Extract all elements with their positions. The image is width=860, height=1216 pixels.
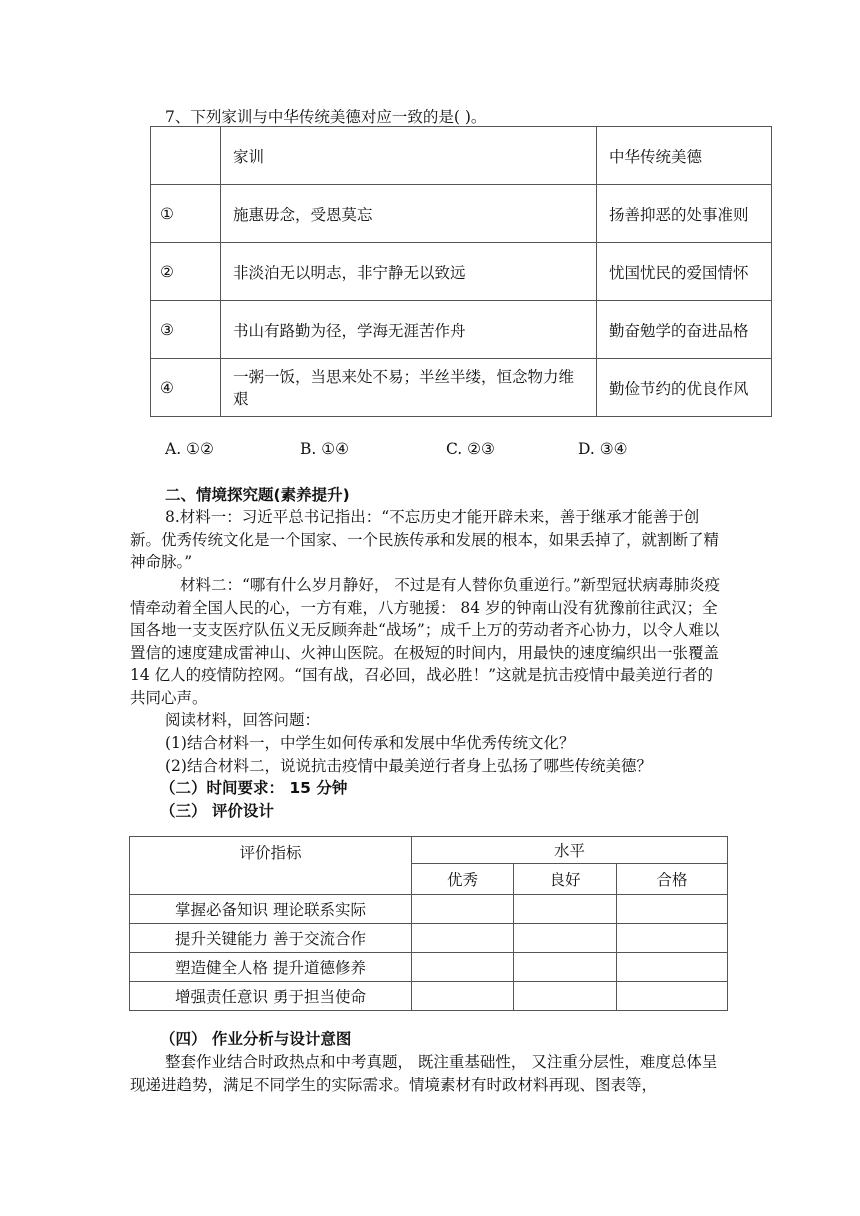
indicator-cell: 提升关键能力 善于交流合作	[130, 924, 412, 953]
blank-cell	[514, 895, 617, 924]
sub-question-1: (1)结合材料一，中学生如何传承和发展中华优秀传统文化？	[165, 734, 575, 752]
level-header: 合格	[617, 864, 728, 895]
table-row	[130, 953, 728, 982]
blank-cell	[412, 982, 514, 1011]
blank-cell	[617, 953, 728, 982]
analysis-paragraph	[130, 1051, 730, 1096]
read-prompt: 阅读材料，回答问题：	[165, 711, 321, 729]
blank-cell	[617, 895, 728, 924]
blank-cell	[617, 982, 728, 1011]
traditional-virtue: 忧国忧民的爱国情怀	[597, 243, 772, 301]
material-1-text: 8.材料一：习近平总书记指出：“不忘历史才能开辟未来，善于继承才能善于创新。优秀传统文化是一个国家、一个民族传承和发展的根本，如果丢掉了，就割断了精神命脉。”	[130, 508, 720, 571]
family-motto: 书山有路勤为径，学海无涯苦作舟	[221, 301, 597, 359]
analysis-heading: （四） 作业分析与设计意图	[160, 1030, 352, 1048]
blank-cell	[412, 924, 514, 953]
table-row	[151, 301, 772, 359]
family-motto: 一粥一饭，当思来处不易；半丝半缕，恒念物力维艰	[221, 359, 597, 417]
time-requirement: （二）时间要求： 15 分钟	[160, 779, 348, 797]
family-motto: 非淡泊无以明志，非宁静无以致远	[221, 243, 597, 301]
row-number: ③	[151, 301, 221, 359]
evaluation-table	[129, 836, 728, 1011]
level-header: 优秀	[412, 864, 514, 895]
option-c: C. ②③	[446, 440, 495, 458]
table-row	[130, 982, 728, 1011]
blank-cell	[412, 953, 514, 982]
sub-question-2: (2)结合材料二，说说抗击疫情中最美逆行者身上弘扬了哪些传统美德？	[165, 757, 652, 775]
traditional-virtue: 勤奋勉学的奋进品格	[597, 301, 772, 359]
table-row	[151, 359, 772, 417]
indicator-cell: 塑造健全人格 提升道德修养	[130, 953, 412, 982]
table-header-cell: 水平	[412, 837, 728, 864]
table-row	[151, 127, 772, 185]
option-a: A. ①②	[165, 440, 214, 458]
row-number: ④	[151, 359, 221, 417]
analysis-text: 整套作业结合时政热点和中考真题， 既注重基础性， 又注重分层性，难度总体呈现递进趋势，满足不同学生的实际需求。情境素材有时政材料再现、图表等，	[130, 1053, 718, 1094]
blank-cell	[412, 895, 514, 924]
material-2-text: 材料二：“哪有什么岁月静好， 不过是有人替你负重逆行。”新型冠状病毒肺炎疫情牵动着全国人民的心，一方有难，八方驰援： 84 岁的钟南山没有犹豫前往武汉；全国各地一支支医疗队伍义无反顾奔赴“战场”；成千上万的劳动者齐心协力，以令人难以置信的速度建成雷神山、火神山医院。在极短的时间内，用最快的速度编织出一张覆盖 14 亿人的疫情防控网。“国有战，召必回，战必胜！”这就是抗击疫情中最美逆行者的共同心声。	[130, 576, 721, 707]
table-header-cell	[151, 127, 221, 185]
question-7-stem: 7、下列家训与中华传统美德对应一致的是( )。	[165, 108, 487, 126]
blank-cell	[514, 953, 617, 982]
q7-table	[150, 126, 772, 417]
section-heading: 二、情境探究题(素养提升)	[165, 486, 350, 504]
table-row	[151, 185, 772, 243]
q8-material-1	[130, 506, 722, 574]
level-header: 良好	[514, 864, 617, 895]
option-d: D. ③④	[578, 440, 628, 458]
table-row	[151, 243, 772, 301]
table-header-cell: 家训	[221, 127, 597, 185]
row-number: ①	[151, 185, 221, 243]
indicator-cell: 增强责任意识 勇于担当使命	[130, 982, 412, 1011]
traditional-virtue: 扬善抑恶的处事准则	[597, 185, 772, 243]
option-b: B. ①④	[300, 440, 350, 458]
table-header-cell: 中华传统美德	[597, 127, 772, 185]
blank-cell	[514, 924, 617, 953]
row-number: ②	[151, 243, 221, 301]
blank-cell	[617, 924, 728, 953]
indicator-cell: 掌握必备知识 理论联系实际	[130, 895, 412, 924]
table-row	[130, 895, 728, 924]
family-motto: 施惠毋念，受恩莫忘	[221, 185, 597, 243]
table-header-cell: 评价指标	[130, 837, 412, 895]
evaluation-heading: （三） 评价设计	[160, 802, 274, 820]
table-row	[130, 924, 728, 953]
blank-cell	[514, 982, 617, 1011]
table-row	[130, 837, 728, 864]
traditional-virtue: 勤俭节约的优良作风	[597, 359, 772, 417]
q8-material-2	[130, 574, 722, 709]
